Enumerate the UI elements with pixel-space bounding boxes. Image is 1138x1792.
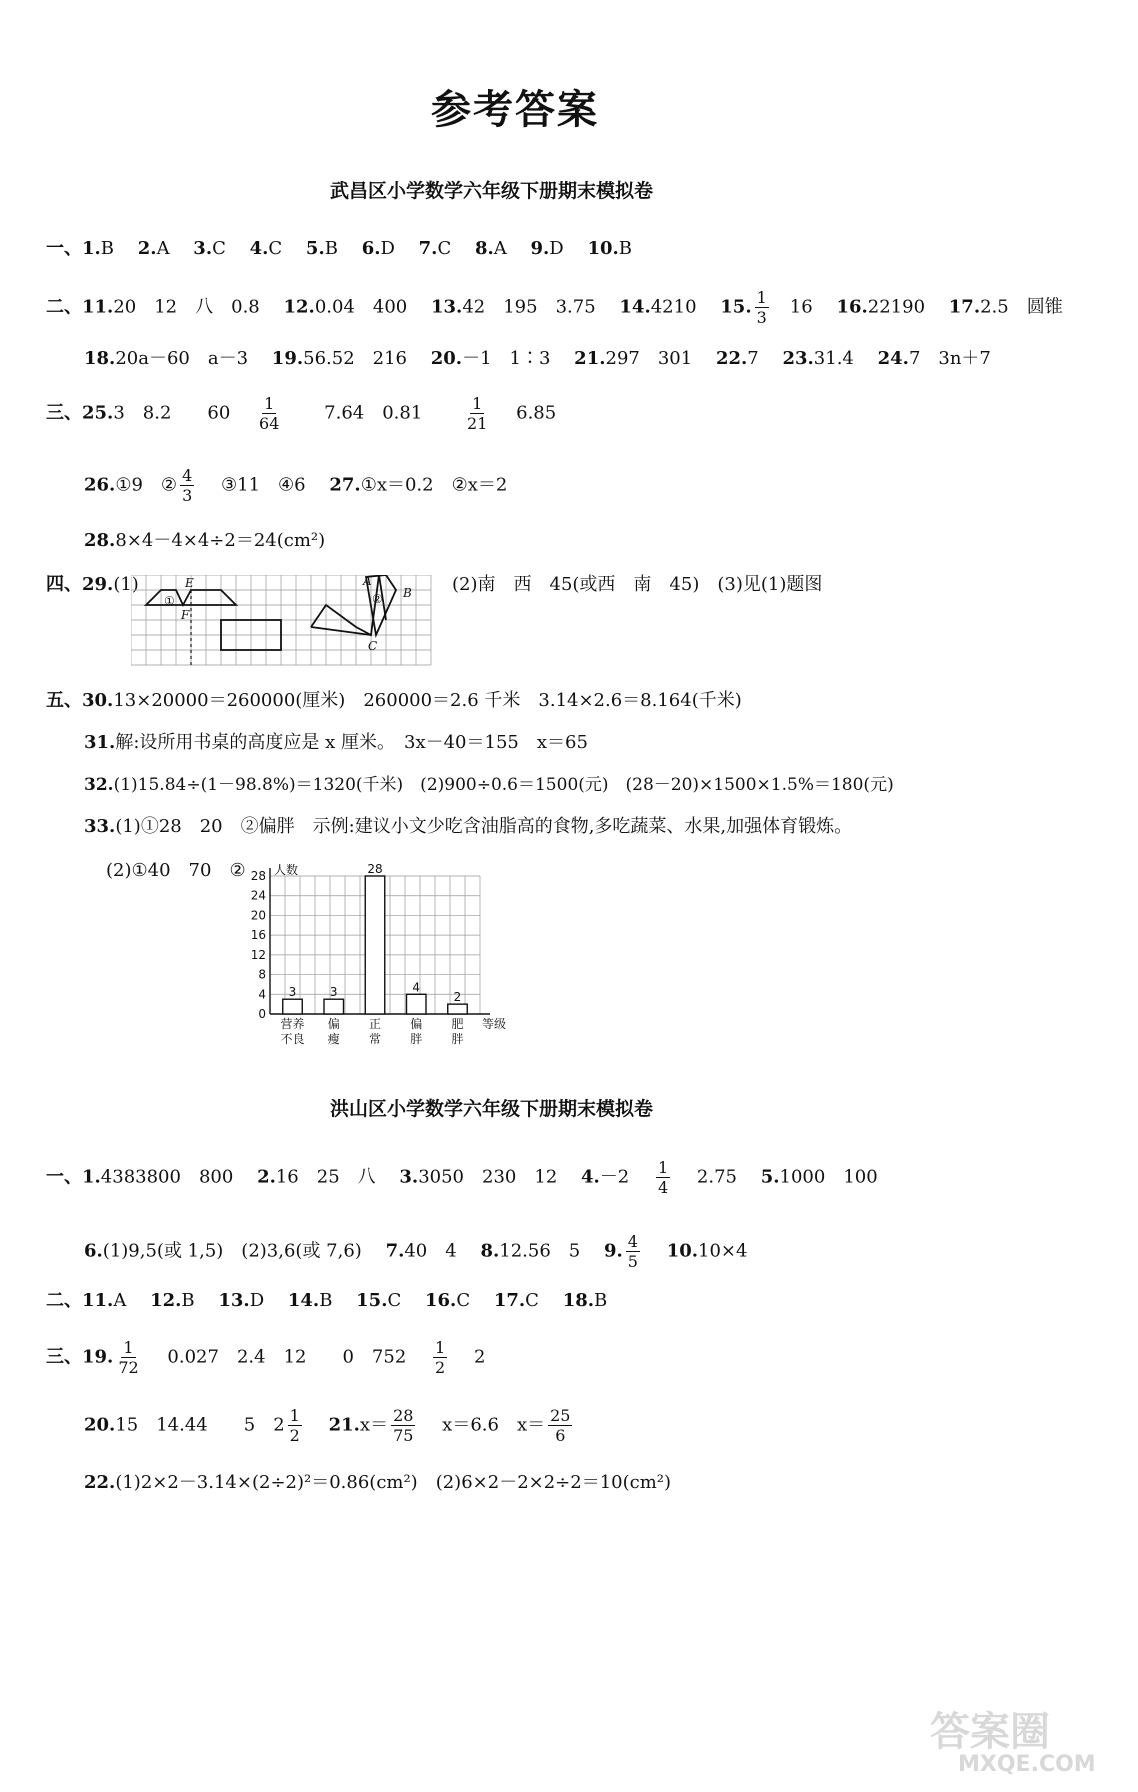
s1-line-8: 五、30.13×20000＝260000(厘米) 260000＝2.6 千米 3.14×2.6＝8.164(千米) bbox=[46, 690, 742, 711]
data-label: 3 bbox=[329, 985, 338, 1000]
bar-chart bbox=[236, 858, 516, 1058]
fraction: $\frac{1}{2}$ bbox=[289, 1406, 300, 1445]
fraction: $\frac{1}{4}$ bbox=[658, 1158, 669, 1197]
grid-label: F bbox=[181, 608, 190, 622]
s1-line-2: 二、11.20 12 八 0.8 12.0.04 400 13.42 195 3.75 14.4210 15. $\frac{1}{3}$ 16 16.22190 17.2.5 圆锥 bbox=[46, 288, 1063, 327]
x-tick-label: 常 bbox=[368, 1032, 382, 1046]
s1-line-4: 三、25.3 8.2 60 $\frac{1}{64}$ 7.64 0.81 $\frac{1}{21}$ 6.85 bbox=[46, 394, 557, 433]
bar bbox=[448, 1004, 468, 1014]
y-tick-label: 16 bbox=[250, 928, 266, 943]
section-heading-wuchang: 武昌区小学数学六年级下册期末模拟卷 bbox=[330, 180, 654, 202]
s1-line-3: 18.20a－60 a－3 19.56.52 216 20.－1 1∶3 21.297 301 22.7 23.31.4 24.7 3n＋7 bbox=[84, 348, 991, 369]
y-tick-label: 8 bbox=[258, 967, 266, 982]
s1-line-9: 31.解:设所用书桌的高度应是 x 厘米。 3x－40＝155 x＝65 bbox=[84, 732, 588, 753]
x-tick-label: 正 bbox=[368, 1017, 382, 1031]
grid-label: A bbox=[363, 575, 372, 588]
x-tick-label: 胖 bbox=[410, 1032, 423, 1046]
data-label: 2 bbox=[453, 990, 462, 1005]
fraction: $\frac{1}{64}$ bbox=[259, 394, 280, 433]
watermark-site: MXQE.COM bbox=[958, 1752, 1096, 1777]
bar bbox=[324, 999, 344, 1014]
y-tick-label: 28 bbox=[250, 869, 266, 883]
bar bbox=[365, 876, 385, 1014]
s1-line-7-rest: (2)南 西 45(或西 南 45) (3)见(1)题图 bbox=[452, 574, 823, 595]
x-tick-label: 营养 bbox=[280, 1017, 305, 1031]
s2-line-5: 20.15 14.44 5 2 $\frac{1}{2}$ 21.x＝ $\frac{28}{75}$ x＝6.6 x＝ $\frac{25}{6}$ bbox=[84, 1406, 571, 1445]
s1-line-1: 一、1.B 2.A 3.C 4.C 5.B 6.D 7.C 8.A 9.D 10.B bbox=[46, 238, 633, 259]
x-tick-label: 胖 bbox=[451, 1032, 464, 1046]
bar bbox=[407, 994, 427, 1014]
s1-line-10: 32.(1)15.84÷(1－98.8%)＝1320(千米) (2)900÷0.6＝1500(元) (28－20)×1500×1.5%＝180(元) bbox=[84, 775, 894, 795]
grid-label: ② bbox=[372, 592, 383, 606]
page-title: 参考答案 bbox=[431, 86, 599, 133]
s2-line-6: 22.(1)2×2－3.14×(2÷2)²＝0.86(cm²) (2)6×2－2×2÷2＝10(cm²) bbox=[84, 1472, 672, 1493]
y-tick-label: 20 bbox=[250, 908, 266, 923]
x-axis-label: 等级 bbox=[482, 1017, 507, 1031]
s2-line-2: 6.(1)9,5(或 1,5) (2)3,6(或 7,6) 7.40 4 8.12.56 5 9. $\frac{4}{5}$ 10.10×4 bbox=[84, 1232, 748, 1271]
fraction: $\frac{4}{3}$ bbox=[182, 466, 193, 505]
section-heading-hongshan: 洪山区小学数学六年级下册期末模拟卷 bbox=[330, 1098, 654, 1120]
s1-line-5: 26.①9 ② $\frac{4}{3}$ ③11 ④6 27.①x＝0.2 ②x＝2 bbox=[84, 466, 508, 505]
fraction: $\frac{1}{21}$ bbox=[467, 394, 488, 433]
fraction: $\frac{28}{75}$ bbox=[393, 1406, 414, 1445]
s2-line-3: 二、11.A 12.B 13.D 14.B 15.C 16.C 17.C 18.B bbox=[46, 1290, 608, 1311]
s1-line-7: 四、29.(1) bbox=[46, 574, 139, 595]
data-label: 4 bbox=[412, 980, 421, 995]
fraction: $\frac{1}{2}$ bbox=[435, 1338, 446, 1377]
s1-line-12: (2)①40 70 ② bbox=[106, 860, 246, 881]
fraction: $\frac{1}{3}$ bbox=[756, 288, 767, 327]
x-tick-label: 偏 bbox=[410, 1017, 423, 1031]
x-tick-label: 不良 bbox=[280, 1032, 305, 1046]
y-tick-label: 4 bbox=[258, 987, 266, 1002]
s2-line-4: 三、19. $\frac{1}{72}$ 0.027 2.4 12 0 752 $\frac{1}{2}$ 2 bbox=[46, 1338, 486, 1377]
bar bbox=[283, 999, 303, 1014]
grid-label: ① bbox=[164, 594, 175, 608]
watermark-logo: 答案圈 bbox=[930, 1709, 1050, 1755]
y-tick-label: 12 bbox=[250, 947, 266, 962]
y-axis-label: 人数 bbox=[274, 863, 299, 877]
grid-label: E bbox=[185, 576, 194, 590]
grid-label: C bbox=[368, 639, 378, 653]
x-tick-label: 瘦 bbox=[327, 1032, 340, 1046]
grid-label: B bbox=[403, 586, 412, 600]
x-tick-label: 肥 bbox=[451, 1017, 464, 1031]
x-tick-label: 偏 bbox=[327, 1017, 340, 1031]
data-label: 28 bbox=[367, 862, 383, 876]
s2-line-1: 一、1.4383800 800 2.16 25 八 3.3050 230 12 4.－2 $\frac{1}{4}$ 2.75 5.1000 100 bbox=[46, 1158, 878, 1197]
s1-line-11: 33.(1)①28 20 ②偏胖 示例:建议小文少吃含油脂高的食物,多吃蔬菜、水果,加强体育锻炼。 bbox=[84, 816, 853, 837]
fraction: $\frac{1}{72}$ bbox=[118, 1338, 139, 1377]
y-tick-label: 0 bbox=[258, 1007, 266, 1021]
fraction: $\frac{4}{5}$ bbox=[627, 1232, 638, 1271]
fraction: $\frac{25}{6}$ bbox=[550, 1406, 571, 1445]
data-label: 3 bbox=[288, 985, 297, 1000]
s1-line-6: 28.8×4－4×4÷2＝24(cm²) bbox=[84, 530, 326, 551]
y-tick-label: 24 bbox=[250, 888, 266, 903]
grid-figure bbox=[131, 575, 435, 667]
